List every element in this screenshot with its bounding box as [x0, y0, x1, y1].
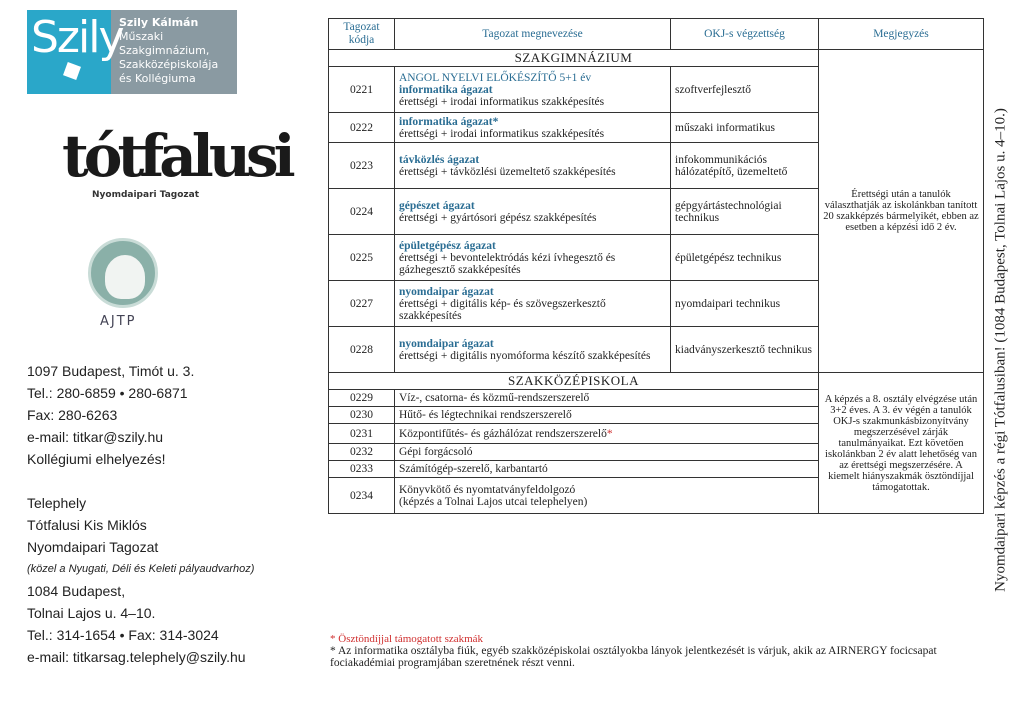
trade-name: Központifűtés- és gázhálózat rendszerszerelő: [399, 427, 607, 440]
program-desc: érettségi + irodai informatikus szakképesítés: [399, 127, 605, 140]
okj-cell: gépgyártástechnológiai technikus: [671, 189, 819, 235]
okj-cell: infokommunikációs hálózatépítő, üzemeltető: [671, 143, 819, 189]
code-cell: 0221: [329, 67, 395, 113]
vertical-banner: [990, 20, 1012, 680]
program-desc: érettségi + digitális kép- és szövegszerkesztő szakképesítés: [399, 297, 606, 322]
program-prefix: ANGOL NYELVI ELŐKÉSZÍTŐ 5+1 év: [399, 71, 592, 84]
program-branch: informatika ágazat: [399, 83, 493, 96]
logo-square-icon: [63, 62, 81, 80]
program-branch: nyomdaipar ágazat: [399, 337, 494, 350]
section-heading: SZAKGIMNÁZIUM: [329, 50, 819, 67]
trade-cell: Gépi forgácsoló: [395, 444, 819, 461]
trade-cell: Víz-, csatorna- és közmű-rendszerszerelő: [395, 390, 819, 407]
program-branch: távközlés ágazat: [399, 153, 480, 166]
vertical-banner-text: Nyomdaipari képzés a régi Tótfalusiban! (1084 Budapest, Tolnai Lajos u. 4–10.): [992, 108, 1009, 592]
header-okj: OKJ-s végzettség: [671, 19, 819, 50]
logo-line: Szakközépiskolája: [119, 58, 219, 71]
site-address-line: 1084 Budapest,: [27, 583, 126, 599]
trade-cell: [395, 424, 819, 444]
program-desc: érettségi + digitális nyomóforma készítő szakképesítés: [399, 349, 651, 362]
code-cell: 0223: [329, 143, 395, 189]
programs-table: [328, 18, 984, 514]
program-cell: [395, 281, 671, 327]
note-cell: Érettségi után a tanulók választhatják az iskolánkban tanított 20 szakképzés bármelyikét, ebben az esetben a képzési idő 2 év.: [819, 50, 984, 373]
program-desc: érettségi + gyártósori gépész szakképesítés: [399, 211, 597, 224]
site-name-line: Nyomdaipari Tagozat: [27, 539, 159, 555]
info-footnote: * Az informatika osztályba fiúk, egyéb szakközépiskolai osztályokba lányok jelentkezését is várjuk, akik az AIRNERGY focicsapat fociakadémiai programjában szeretnének részt venni.: [330, 645, 937, 669]
code-cell: 0234: [329, 478, 395, 514]
address-line: 1097 Budapest, Timót u. 3.: [27, 363, 195, 379]
program-branch: nyomdaipar ágazat: [399, 285, 494, 298]
header-note: Megjegyzés: [819, 19, 984, 50]
scholarship-footnote: * Ösztöndíjjal támogatott szakmák: [330, 633, 484, 645]
code-cell: 0233: [329, 461, 395, 478]
program-cell: [395, 235, 671, 281]
code-cell: 0227: [329, 281, 395, 327]
site-name-line: Tótfalusi Kis Miklós: [27, 517, 147, 533]
code-cell: 0229: [329, 390, 395, 407]
header-name: Tagozat megnevezése: [395, 19, 671, 50]
site-phone-line: Tel.: 314-1654 • Fax: 314-3024: [27, 627, 219, 643]
trade-cell: [395, 478, 819, 514]
trade-location: (képzés a Tolnai Lajos utcai telephelyen): [399, 495, 588, 508]
header-code: Tagozat kódja: [329, 19, 395, 50]
program-desc: érettségi + távközlési üzemeltető szakképesítés: [399, 165, 616, 178]
site-email-line: e-mail: titkarsag.telephely@szily.hu: [27, 649, 246, 665]
site-heading: Telephely: [27, 495, 87, 511]
code-cell: 0222: [329, 113, 395, 143]
trade-cell: Hűtő- és légtechnikai rendszerszerelő: [395, 407, 819, 424]
okj-cell: kiadványszerkesztő technikus: [671, 327, 819, 373]
spacer-line: [27, 470, 327, 492]
code-cell: 0231: [329, 424, 395, 444]
program-branch: gépészet ágazat: [399, 199, 475, 212]
okj-cell: szoftverfejlesztő: [671, 67, 819, 113]
code-cell: 0224: [329, 189, 395, 235]
program-desc: érettségi + bevontelektródás kézi ívhegesztő és gázhegesztő szakképesítés: [399, 251, 616, 276]
school-logo: [27, 10, 237, 94]
trade-cell: Számítógép-szerelő, karbantartó: [395, 461, 819, 478]
okj-cell: nyomdaipari technikus: [671, 281, 819, 327]
trade-name: Könyvkötő és nyomtatványfeldolgozó: [399, 483, 576, 496]
dormitory-line: Kollégiumi elhelyezés!: [27, 451, 166, 467]
code-cell: 0230: [329, 407, 395, 424]
totfalusi-wordmark: tótfalusi: [62, 122, 291, 190]
phone-line: Tel.: 280-6859 • 280-6871: [27, 385, 188, 401]
logo-line: és Kollégiuma: [119, 72, 196, 85]
footnotes: [330, 633, 990, 669]
fax-line: Fax: 280-6263: [27, 407, 118, 423]
logo-line: Szakgimnázium,: [119, 44, 210, 57]
ajtp-label: AJTP: [100, 314, 137, 329]
site-address-line: Tolnai Lajos u. 4–10.: [27, 605, 156, 621]
totfalusi-logo: [62, 118, 291, 208]
totfalusi-subtitle: Nyomdaipari Tagozat: [92, 190, 200, 200]
section-heading: SZAKKÖZÉPISKOLA: [329, 373, 819, 390]
code-cell: 0228: [329, 327, 395, 373]
program-desc: érettségi + irodai informatikus szakképesítés: [399, 95, 605, 108]
program-cell: [395, 189, 671, 235]
logo-line: Szily Kálmán: [119, 16, 199, 29]
okj-cell: épületgépész technikus: [671, 235, 819, 281]
program-cell: [395, 327, 671, 373]
code-cell: 0225: [329, 235, 395, 281]
program-branch: épületgépész ágazat: [399, 239, 496, 252]
email-line: e-mail: titkar@szily.hu: [27, 429, 164, 445]
logo-wordmark: Szily: [31, 12, 123, 63]
logo-line: Műszaki: [119, 30, 164, 43]
code-cell: 0232: [329, 444, 395, 461]
contact-info: [27, 360, 327, 668]
ajtp-logo: [88, 238, 158, 338]
scholarship-marker: *: [606, 427, 613, 440]
logo-tile: [27, 10, 123, 94]
ajtp-emblem-icon: [88, 238, 158, 308]
note-cell: A képzés a 8. osztály elvégzése után 3+2 éves. A 3. év végén a tanulók OKJ-s szakmunkásbizonyítvány megszerzésével zárják tanulmányaikat. Ezt követően iskolánkban 2 év alatt lehetőség van az érettségi megszerzésére. A kiemelt hiányszakmák ösztöndíjjal támogatottak.: [819, 373, 984, 514]
program-cell: [395, 143, 671, 189]
logo-school-name: [119, 16, 237, 86]
okj-cell: műszaki informatikus: [671, 113, 819, 143]
program-branch: informatika ágazat*: [399, 115, 499, 128]
site-location-note: (közel a Nyugati, Déli és Keleti pályaudvarhoz): [27, 563, 255, 575]
head-silhouette-icon: [105, 255, 145, 299]
program-cell: [395, 113, 671, 143]
program-cell: [395, 67, 671, 113]
